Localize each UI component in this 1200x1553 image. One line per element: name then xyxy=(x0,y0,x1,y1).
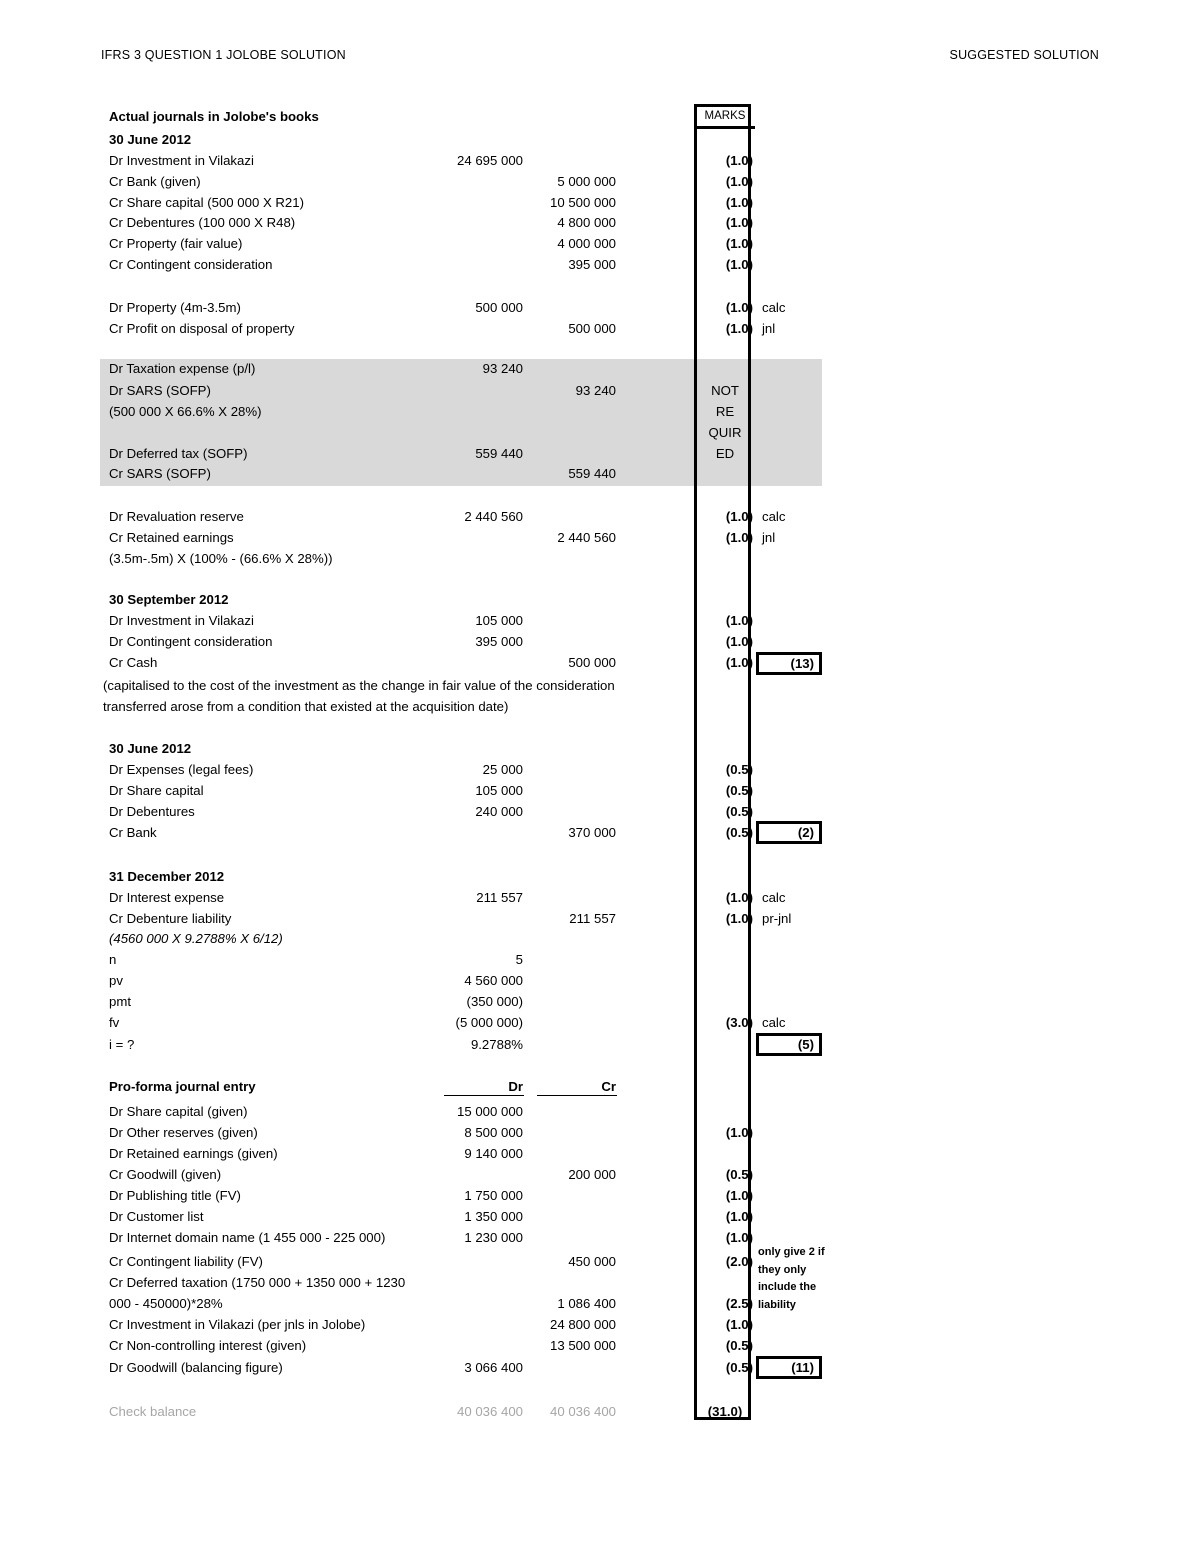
journal-row xyxy=(0,527,1200,548)
debit-amount: 211 557 xyxy=(476,890,523,905)
credit-amount: 370 000 xyxy=(568,825,616,840)
journal-label: Dr Revaluation reserve xyxy=(109,509,244,524)
journal-label: Cr Debentures (100 000 X R48) xyxy=(109,215,296,230)
journal-row xyxy=(0,1272,1200,1293)
journal-row xyxy=(0,908,1200,929)
dr-header-underline xyxy=(444,1095,524,1096)
journal-row xyxy=(0,589,1200,610)
debit-amount: 1 750 000 xyxy=(464,1188,523,1203)
journal-label: Dr Goodwill (balancing figure) xyxy=(109,1360,283,1375)
marks-note: calc xyxy=(762,890,786,905)
journal-row xyxy=(0,380,1200,401)
journal-row xyxy=(0,1227,1200,1248)
debit-amount: 559 440 xyxy=(475,446,523,461)
marks-value: (1.0) xyxy=(725,195,753,210)
debit-amount: 500 000 xyxy=(475,300,523,315)
journal-row xyxy=(0,866,1200,887)
credit-amount: 200 000 xyxy=(568,1167,616,1182)
subtotal-box: (2) xyxy=(756,821,822,844)
debit-amount: 4 560 000 xyxy=(464,973,523,988)
journal-row xyxy=(0,1012,1200,1033)
not-required-line: QUIR xyxy=(708,425,742,440)
journal-label: 000 - 450000)*28% xyxy=(109,1296,223,1311)
journal-label: Cr Goodwill (given) xyxy=(109,1167,222,1182)
journal-row xyxy=(0,318,1200,339)
journal-row xyxy=(0,254,1200,275)
debit-amount: 395 000 xyxy=(475,634,523,649)
journal-label: (500 000 X 66.6% X 28%) xyxy=(109,404,262,419)
credit-amount: 5 000 000 xyxy=(557,174,616,189)
debit-amount: 1 350 000 xyxy=(464,1209,523,1224)
journal-row xyxy=(0,1401,1200,1422)
marks-value: (1.0) xyxy=(725,530,753,545)
not-required-line: ED xyxy=(715,446,735,461)
journal-label: Dr Property (4m-3.5m) xyxy=(109,300,241,315)
debit-amount: 93 240 xyxy=(482,361,523,376)
credit-amount: 13 500 000 xyxy=(549,1338,616,1353)
journal-row xyxy=(0,1122,1200,1143)
header-subtitle: SUGGESTED SOLUTION xyxy=(949,48,1099,62)
marks-value: (1.0) xyxy=(725,509,753,524)
journal-row xyxy=(0,1185,1200,1206)
journal-label: Dr Investment in Vilakazi xyxy=(109,613,254,628)
journal-row xyxy=(0,887,1200,908)
marks-value: (0.5) xyxy=(725,825,753,840)
journal-label: Cr Property (fair value) xyxy=(109,236,243,251)
marks-value: (1.0) xyxy=(725,300,753,315)
credit-amount: 1 086 400 xyxy=(557,1296,616,1311)
journal-row xyxy=(0,443,1200,464)
marks-value: (1.0) xyxy=(725,1125,753,1140)
subtotal-box: (11) xyxy=(756,1356,822,1379)
credit-amount: Cr xyxy=(601,1079,616,1094)
journal-row xyxy=(0,1034,1200,1055)
marks-value: (1.0) xyxy=(725,911,753,926)
marks-value: (1.0) xyxy=(725,1188,753,1203)
marks-value: (1.0) xyxy=(725,153,753,168)
journal-row xyxy=(0,129,1200,150)
credit-amount: 4 800 000 xyxy=(557,215,616,230)
marks-value: (2.0) xyxy=(725,1254,753,1269)
explanation-paragraph: (capitalised to the cost of the investment as the change in fair value of the consideration transferred arose from a condition that existed at the acquisition date) xyxy=(103,678,615,714)
not-required-line: RE xyxy=(715,404,735,419)
journal-label: 31 December 2012 xyxy=(109,869,225,884)
journal-row xyxy=(0,991,1200,1012)
journal-row xyxy=(0,801,1200,822)
journal-row xyxy=(0,192,1200,213)
journal-row xyxy=(0,1206,1200,1227)
marks-value: (1.0) xyxy=(725,634,753,649)
journal-row xyxy=(0,652,1200,673)
journal-row xyxy=(0,463,1200,484)
marks-value: (1.0) xyxy=(725,1317,753,1332)
journal-row xyxy=(0,949,1200,970)
journal-label: Dr SARS (SOFP) xyxy=(109,383,211,398)
journal-label: Pro-forma journal entry xyxy=(109,1079,256,1094)
credit-amount: 4 000 000 xyxy=(557,236,616,251)
credit-amount: 450 000 xyxy=(568,1254,616,1269)
marks-value: (1.0) xyxy=(725,655,753,670)
journal-label: Cr Profit on disposal of property xyxy=(109,321,295,336)
marks-value: (1.0) xyxy=(725,613,753,628)
journal-row xyxy=(0,1357,1200,1378)
marking-note: only give 2 if they only include the liability xyxy=(758,1246,825,1311)
journal-row xyxy=(0,297,1200,318)
journal-label: Dr Internet domain name (1 455 000 - 225 000) xyxy=(109,1230,386,1245)
journal-row xyxy=(0,928,1200,949)
marks-note: pr-jnl xyxy=(762,911,792,926)
credit-amount: 24 800 000 xyxy=(549,1317,616,1332)
journal-row xyxy=(0,631,1200,652)
journal-label: Cr Retained earnings xyxy=(109,530,234,545)
journal-label: fv xyxy=(109,1015,120,1030)
marks-value: (1.0) xyxy=(725,236,753,251)
marks-value: (0.5) xyxy=(725,762,753,777)
journal-row xyxy=(0,970,1200,991)
journal-row xyxy=(0,150,1200,171)
cr-header-underline xyxy=(537,1095,617,1096)
debit-amount: (350 000) xyxy=(466,994,523,1009)
journal-label: Dr Share capital (given) xyxy=(109,1104,248,1119)
journal-row xyxy=(0,548,1200,569)
journal-label: Actual journals in Jolobe's books xyxy=(109,109,319,124)
journal-row xyxy=(0,610,1200,631)
journal-row xyxy=(0,1335,1200,1356)
credit-amount: 500 000 xyxy=(568,655,616,670)
journal-row xyxy=(0,1076,1200,1097)
debit-amount: Dr xyxy=(508,1079,523,1094)
debit-amount: 105 000 xyxy=(475,783,523,798)
journal-label: Cr Deferred taxation (1750 000 + 1350 000 + 1230 xyxy=(109,1275,406,1290)
journal-label: Cr Share capital (500 000 X R21) xyxy=(109,195,304,210)
credit-amount: 40 036 400 xyxy=(549,1404,616,1419)
journal-label: Dr Publishing title (FV) xyxy=(109,1188,241,1203)
debit-amount: 9.2788% xyxy=(470,1037,523,1052)
debit-amount: 3 066 400 xyxy=(464,1360,523,1375)
debit-amount: 25 000 xyxy=(482,762,523,777)
journal-label: Dr Expenses (legal fees) xyxy=(109,762,254,777)
journal-label: Dr Retained earnings (given) xyxy=(109,1146,278,1161)
subtotal-box: (13) xyxy=(756,652,822,675)
credit-amount: 500 000 xyxy=(568,321,616,336)
journal-row xyxy=(0,1314,1200,1335)
marks-value: (1.0) xyxy=(725,257,753,272)
marks-header: MARKS xyxy=(704,110,746,122)
marks-value: (3.0) xyxy=(725,1015,753,1030)
marks-value: (1.0) xyxy=(725,215,753,230)
header-title: IFRS 3 QUESTION 1 JOLOBE SOLUTION xyxy=(101,48,346,62)
credit-amount: 93 240 xyxy=(575,383,616,398)
credit-amount: 211 557 xyxy=(569,911,616,926)
journal-label: Cr Contingent liability (FV) xyxy=(109,1254,263,1269)
journal-row xyxy=(0,1143,1200,1164)
debit-amount: 9 140 000 xyxy=(464,1146,523,1161)
journal-label: Cr SARS (SOFP) xyxy=(109,466,211,481)
journal-row xyxy=(0,1164,1200,1185)
marks-value: (0.5) xyxy=(725,1360,753,1375)
marks-value: (2.5) xyxy=(725,1296,753,1311)
marks-value: (0.5) xyxy=(725,1338,753,1353)
debit-amount: (5 000 000) xyxy=(455,1015,523,1030)
debit-amount: 15 000 000 xyxy=(456,1104,523,1119)
journal-label: Dr Debentures xyxy=(109,804,195,819)
debit-amount: 2 440 560 xyxy=(464,509,523,524)
journal-label: Dr Interest expense xyxy=(109,890,225,905)
credit-amount: 10 500 000 xyxy=(549,195,616,210)
journal-label: Dr Other reserves (given) xyxy=(109,1125,258,1140)
marks-value: (0.5) xyxy=(725,804,753,819)
debit-amount: 105 000 xyxy=(475,613,523,628)
debit-amount: 240 000 xyxy=(475,804,523,819)
journal-label: 30 June 2012 xyxy=(109,132,192,147)
journal-label: (3.5m-.5m) X (100% - (66.6% X 28%)) xyxy=(109,551,333,566)
marks-note: jnl xyxy=(762,530,776,545)
debit-amount: 24 695 000 xyxy=(456,153,523,168)
journal-label: Cr Non-controlling interest (given) xyxy=(109,1338,307,1353)
marks-value: (0.5) xyxy=(725,1167,753,1182)
debit-amount: 40 036 400 xyxy=(456,1404,523,1419)
journal-label: Cr Cash xyxy=(109,655,158,670)
journal-label: 30 June 2012 xyxy=(109,741,192,756)
journal-label: Check balance xyxy=(109,1404,197,1419)
journal-row xyxy=(0,822,1200,843)
marks-value: (0.5) xyxy=(725,783,753,798)
journal-label: Cr Investment in Vilakazi (per jnls in Jolobe) xyxy=(109,1317,366,1332)
marks-value: (1.0) xyxy=(725,890,753,905)
journal-row xyxy=(0,1251,1200,1272)
journal-row xyxy=(0,1101,1200,1122)
debit-amount: 8 500 000 xyxy=(464,1125,523,1140)
marks-note: jnl xyxy=(762,321,776,336)
debit-amount: 1 230 000 xyxy=(464,1230,523,1245)
journal-row xyxy=(0,506,1200,527)
credit-amount: 2 440 560 xyxy=(557,530,616,545)
credit-amount: 395 000 xyxy=(568,257,616,272)
marks-value: (1.0) xyxy=(725,174,753,189)
journal-label: (4560 000 X 9.2788% X 6/12) xyxy=(109,931,283,946)
journal-label: Cr Bank xyxy=(109,825,157,840)
journal-row xyxy=(0,780,1200,801)
journal-row xyxy=(0,738,1200,759)
credit-amount: 559 440 xyxy=(568,466,616,481)
journal-label: Cr Bank (given) xyxy=(109,174,201,189)
journal-label: Dr Contingent consideration xyxy=(109,634,273,649)
marks-value: (1.0) xyxy=(725,1209,753,1224)
debit-amount: 5 xyxy=(515,952,523,967)
journal-row xyxy=(0,106,1200,127)
marks-value: (31.0) xyxy=(707,1404,743,1419)
journal-row xyxy=(0,358,1200,379)
journal-label: Dr Customer list xyxy=(109,1209,204,1224)
journal-label: 30 September 2012 xyxy=(109,592,229,607)
journal-row xyxy=(0,1293,1200,1314)
journal-row xyxy=(0,233,1200,254)
journal-label: Dr Investment in Vilakazi xyxy=(109,153,254,168)
journal-label: Dr Deferred tax (SOFP) xyxy=(109,446,248,461)
journal-label: pmt xyxy=(109,994,131,1009)
marks-note: calc xyxy=(762,509,786,524)
marks-note: calc xyxy=(762,1015,786,1030)
journal-row xyxy=(0,759,1200,780)
journal-row xyxy=(0,212,1200,233)
journal-label: Dr Share capital xyxy=(109,783,204,798)
journal-label: Cr Contingent consideration xyxy=(109,257,273,272)
marks-value: (1.0) xyxy=(725,321,753,336)
journal-label: Cr Debenture liability xyxy=(109,911,232,926)
subtotal-box: (5) xyxy=(756,1033,822,1056)
journal-label: n xyxy=(109,952,117,967)
journal-row xyxy=(0,401,1200,422)
marks-value: (1.0) xyxy=(725,1230,753,1245)
not-required-line: NOT xyxy=(711,383,739,398)
marks-note: calc xyxy=(762,300,786,315)
journal-label: pv xyxy=(109,973,123,988)
journal-label: i = ? xyxy=(109,1037,135,1052)
journal-label: Dr Taxation expense (p/l) xyxy=(109,361,256,376)
journal-row xyxy=(0,171,1200,192)
